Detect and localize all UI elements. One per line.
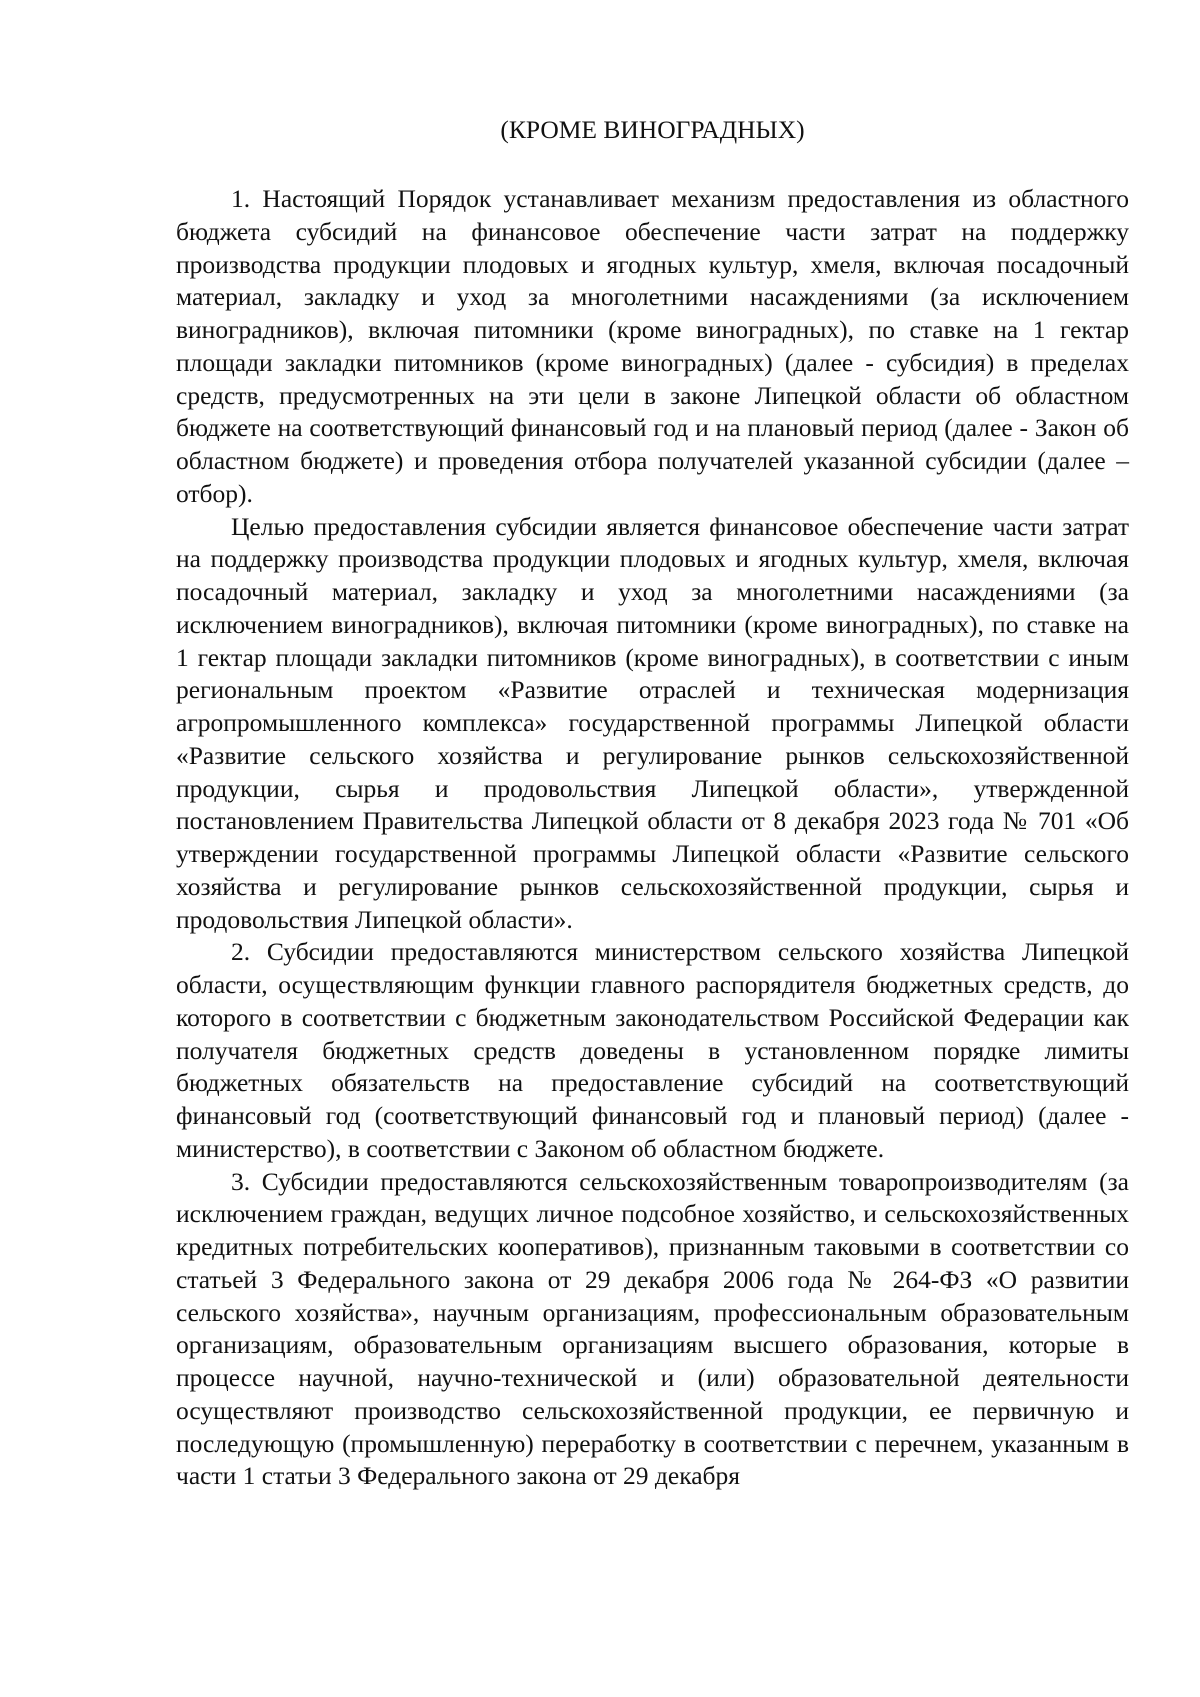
document-body (176, 183, 1129, 1493)
paragraph-3: 2. Субсидии предоставляются министерством сельского хозяйства Липецкой области, осуществляющим функции главного распорядителя бюджетных средств, до которого в соответствии с бюджетным законодательством Российской Федерации как получателя бюджетных средств доведены в установленном порядке лимиты бюджетных обязательств на предоставление субсидий на соответствующий финансовый год (соответствующий финансовый год и плановый период) (далее - министерство), в соответствии с Законом об областном бюджете. (176, 937, 1129, 1163)
paragraph-1: 1. Настоящий Порядок устанавливает механизм предоставления из областного бюджета субсидий на финансовое обеспечение части затрат на поддержку производства продукции плодовых и ягодных культур, хмеля, включая посадочный материал, закладку и уход за многолетними насаждениями (за исключением виноградников), включая питомники (кроме виноградных), по ставке на 1 гектар площади закладки питомников (кроме виноградных) (далее - субсидия) в пределах средств, предусмотренных на эти цели в законе Липецкой области об областном бюджете на соответствующий финансовый год и на плановый период (далее - Закон об областном бюджете) и проведения отбора получателей указанной субсидии (далее – отбор). (176, 184, 1129, 508)
paragraph-4: 3. Субсидии предоставляются сельскохозяйственным товаропроизводителям (за исключением граждан, ведущих личное подсобное хозяйство, и сельскохозяйственных кредитных потребительских кооперативов), признанным таковыми в соответствии со статьей 3 Федерального закона от 29 декабря 2006 года № 264-ФЗ «О развитии сельского хозяйства», научным организациям, профессиональным образовательным организациям, образовательным организациям высшего образования, которые в процессе научной, научно-технической и (или) образовательной деятельности осуществляют производство сельскохозяйственной продукции, ее первичную и последующую (промышленную) переработку в соответствии с перечнем, указанным в части 1 статьи 3 Федерального закона от 29 декабря (176, 1166, 1129, 1491)
document-heading: (КРОМЕ ВИНОГРАДНЫХ) (500, 115, 805, 144)
paragraph-2: Целью предоставления субсидии является финансовое обеспечение части затрат на поддержку производства продукции плодовых и ягодных культур, хмеля, включая посадочный материал, закладку и уход за многолетними насаждениями (за исключением виноградников), включая питомники (кроме виноградных), по ставке на 1 гектар площади закладки питомников (кроме виноградных), в соответствии с иным региональным проектом «Развитие отраслей и техническая модернизация агропромышленного комплекса» государственной программы Липецкой области «Развитие сельского хозяйства и регулирование рынков сельскохозяйственной продукции, сырья и продовольствия Липецкой области», утвержденной постановлением Правительства Липецкой области от 8 декабря 2023 года № 701 «Об утверждении государственной программы Липецкой области «Развитие сельского хозяйства и регулирование рынков сельскохозяйственной продукции, сырья и продовольствия Липецкой области». (176, 511, 1129, 934)
